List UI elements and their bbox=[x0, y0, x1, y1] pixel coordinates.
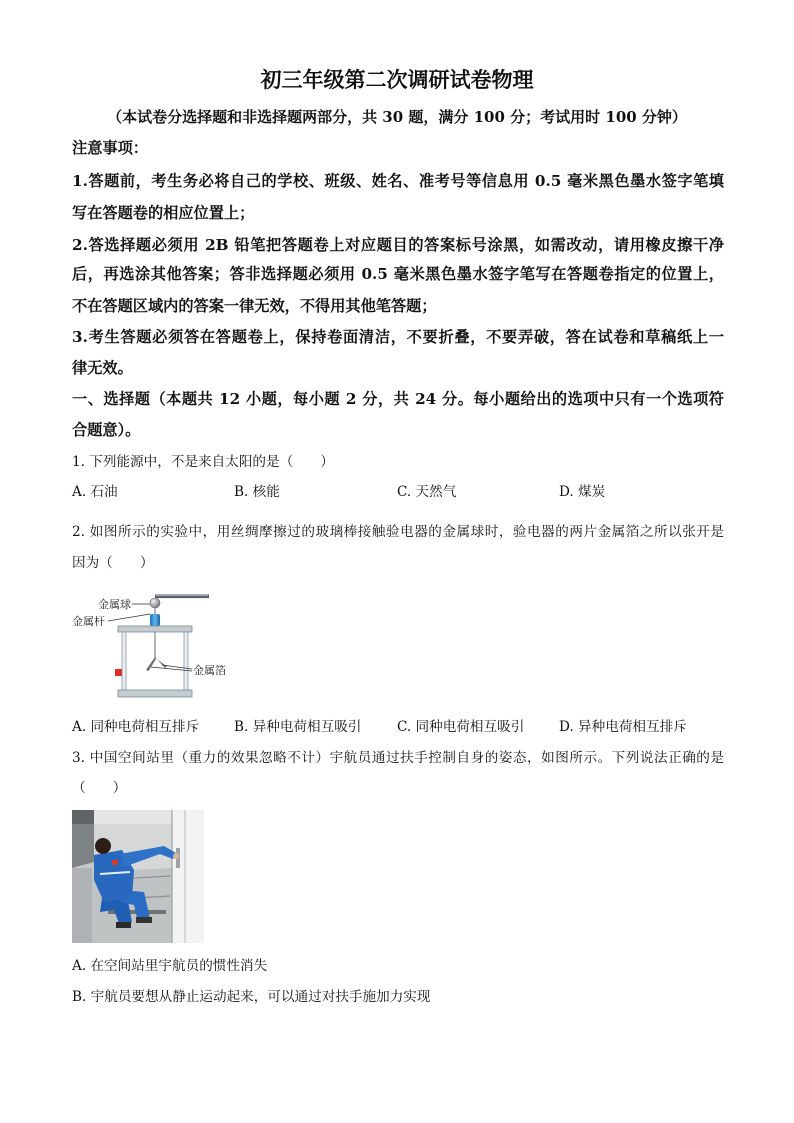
q3-stem-line-1: 3. 中国空间站里（重力的效果忽略不计）宇航员通过扶手控制自身的姿态，如图所示。下列说法正确的是 bbox=[72, 750, 724, 766]
terminal-knob bbox=[115, 669, 122, 676]
module-right-panel bbox=[172, 810, 204, 943]
module-left-lower-wall bbox=[72, 868, 92, 943]
jar-right-post bbox=[184, 632, 188, 690]
notice-item-1-line-1: 1.答题前，考生务必将自己的学校、班级、姓名、准考号等信息用 0.5 毫米黑色墨水签字笔填 bbox=[72, 172, 724, 190]
insulating-stopper bbox=[150, 614, 160, 626]
notice-item-3-line-1: 3.考生答题必须答在答题卷上，保持卷面清洁，不要折叠，不要弄破，答在试卷和草稿纸上一 bbox=[72, 328, 724, 346]
leader-line-rod bbox=[108, 614, 150, 621]
q1-option-c: C. 天然气 bbox=[397, 484, 457, 500]
q2-option-b: B. 异种电荷相互吸引 bbox=[234, 719, 362, 735]
q1-option-d: D. 煤炭 bbox=[559, 484, 606, 500]
astronaut-shoe-back bbox=[116, 922, 131, 928]
glass-rod bbox=[155, 595, 209, 599]
q3-option-a: A. 在空间站里宇航员的惯性消失 bbox=[72, 958, 268, 974]
electroscope-figure bbox=[72, 590, 232, 705]
astronaut-shoe-front bbox=[136, 917, 152, 923]
exam-title: 初三年级第二次调研试卷物理 bbox=[260, 67, 534, 92]
astronaut-head bbox=[95, 838, 111, 854]
q2-stem-line-2: 因为（ ） bbox=[72, 555, 154, 571]
q1-option-a: A. 石油 bbox=[72, 484, 118, 500]
metal-ball bbox=[150, 598, 160, 608]
q2-option-d: D. 异种电荷相互排斥 bbox=[559, 719, 687, 735]
section-heading-line-2: 合题意）。 bbox=[72, 421, 141, 439]
metal-foil-left bbox=[146, 657, 156, 671]
label-metal-foil: 金属箔 bbox=[193, 664, 226, 677]
notice-item-3-line-2: 律无效。 bbox=[72, 359, 133, 377]
metal-foil-right bbox=[155, 657, 167, 668]
q1-option-b: B. 核能 bbox=[234, 484, 280, 500]
jar-left-post bbox=[122, 632, 126, 690]
notice-heading: 注意事项： bbox=[72, 139, 148, 157]
q3-option-b: B. 宇航员要想从静止运动起来，可以通过对扶手施加力实现 bbox=[72, 989, 431, 1005]
module-left-corner bbox=[72, 810, 94, 824]
q2-stem-line-1: 2. 如图所示的实验中，用丝绸摩擦过的玻璃棒接触验电器的金属球时，验电器的两片金属箔之所以张开是 bbox=[72, 524, 724, 540]
notice-item-2-line-2: 后，再选涂其他答案；答非选择题必须用 0.5 毫米黑色墨水签字笔写在答题卷指定的位置上， bbox=[72, 265, 724, 283]
notice-item-1-line-2: 写在答题卷的相应位置上； bbox=[72, 204, 255, 222]
jar-bottom-plate bbox=[118, 690, 192, 697]
jar-top-plate bbox=[118, 626, 192, 632]
label-metal-ball: 金属球 bbox=[98, 598, 131, 611]
notice-item-2-line-1: 2.答选择题必须用 2B 铅笔把答题卷上对应题目的答案标号涂黑，如需改动，请用橡皮擦干净 bbox=[72, 236, 724, 254]
q2-option-c: C. 同种电荷相互吸引 bbox=[397, 719, 525, 735]
section-heading-line-1: 一、选择题（本题共 12 小题，每小题 2 分，共 24 分。每小题给出的选项中只有一个选项符 bbox=[72, 390, 724, 408]
q1-stem: 1. 下列能源中，不是来自太阳的是（ ） bbox=[72, 454, 334, 470]
suit-patch bbox=[112, 860, 118, 865]
q2-option-a: A. 同种电荷相互排斥 bbox=[72, 719, 200, 735]
q3-stem-line-2: （ ） bbox=[72, 780, 127, 796]
astronaut-hand bbox=[173, 853, 179, 859]
exam-subtitle: （本试卷分选择题和非选择题两部分，共 30 题，满分 100 分；考试用时 100 分钟） bbox=[107, 108, 687, 126]
label-metal-rod: 金属杆 bbox=[72, 615, 105, 628]
notice-item-2-line-3: 不在答题区域内的答案一律无效，不得用其他笔答题； bbox=[72, 297, 437, 315]
astronaut-photo bbox=[72, 810, 204, 943]
